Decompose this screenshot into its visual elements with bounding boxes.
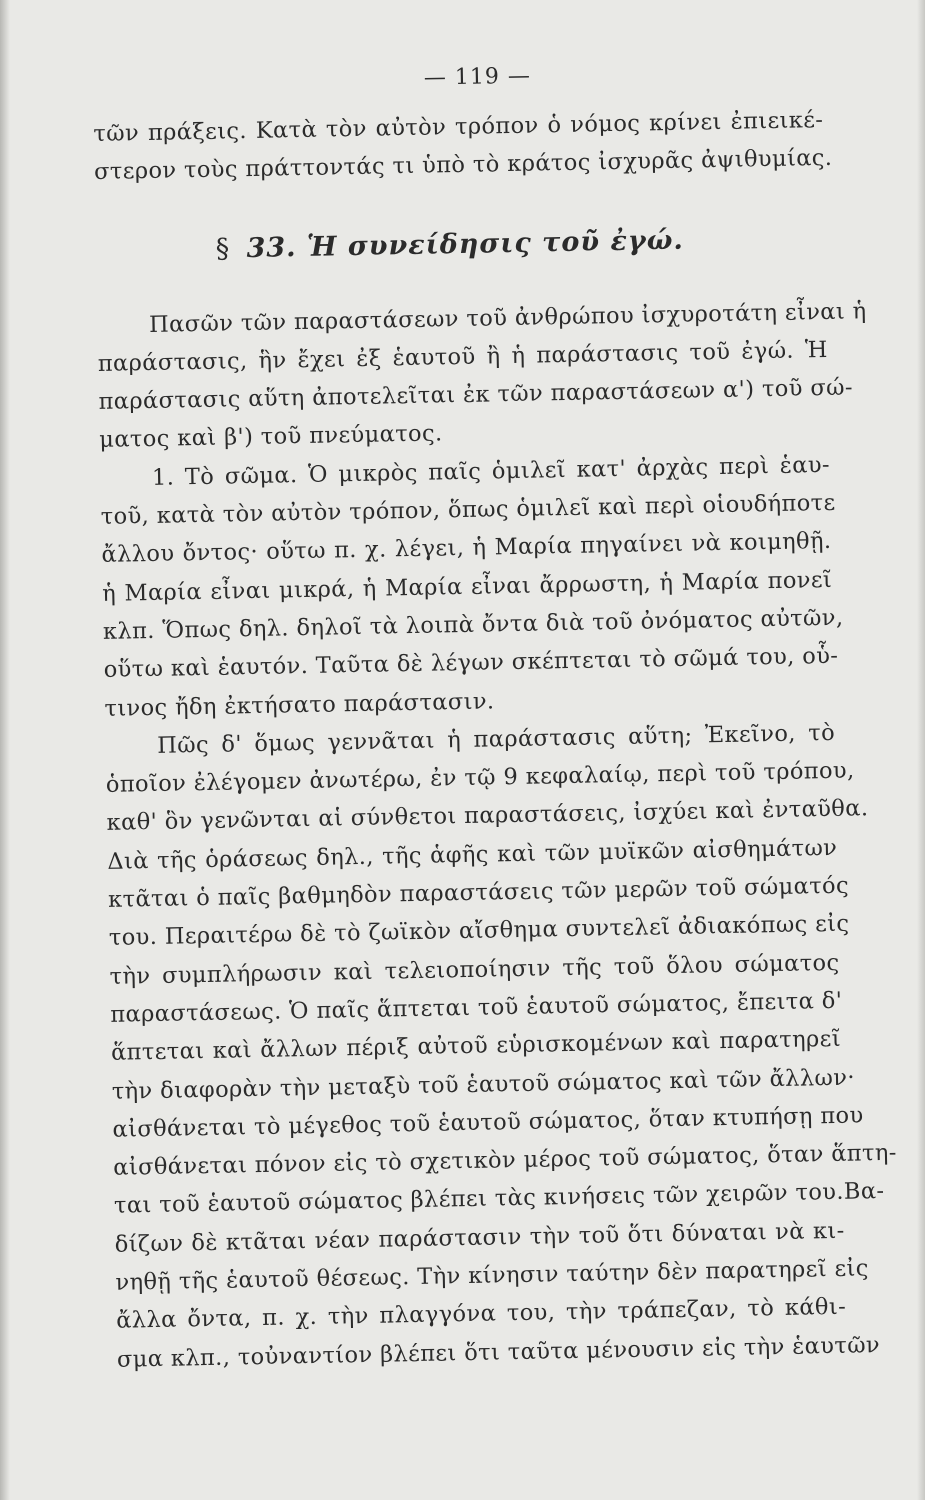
text-line: δίζων δὲ κτᾶται νέαν παράστασιν τὴν τοῦ ὅτι δύναται νὰ κι- xyxy=(114,1217,845,1258)
scan-shadow-right xyxy=(917,0,925,1500)
paragraph-3 xyxy=(105,714,897,1379)
text-line: αἰσθάνεται πόνον εἰς τὸ σχετικὸν μέρος τοῦ σώματος, ὅταν ἅπτη- xyxy=(113,1139,897,1181)
text-line: ματος καὶ β') τοῦ πνεύματος. xyxy=(99,420,443,454)
text-line: τὴν συμπλήρωσιν καὶ τελειοποίησιν τῆς τοῦ ὅλου σώματος xyxy=(109,949,840,990)
text-line: 1. Τὸ σῶμα. Ὁ μικρὸς παῖς ὁμιλεῖ κατ' ἀρχὰς περὶ ἑαυ- xyxy=(151,451,831,491)
text-line: τῶν πράξεις. Κατὰ τὸν αὐτὸν τρόπον ὁ νόμος κρίνει ἐπιεικέ- xyxy=(93,106,824,147)
section-sign: § xyxy=(215,232,231,265)
text-line: κτᾶται ὁ παῖς βαθμηδὸν παραστάσεις τῶν μερῶν τοῦ σώματός xyxy=(107,872,850,913)
text-line: καθ' ὃν γενῶνται αἱ σύνθετοι παραστάσεις, ἰσχύει καὶ ἐνταῦθα. xyxy=(106,795,869,837)
text-line: οὕτω καὶ ἑαυτόν. Ταῦτα δὲ λέγων σκέπτεται τὸ σῶμά του, οὗ- xyxy=(103,643,839,684)
scan-shadow-left xyxy=(0,0,10,1500)
text-line: παράστασις, ἣν ἔχει ἐξ ἑαυτοῦ ἢ ἡ παράστασις τοῦ ἐγώ. Ἡ xyxy=(97,336,828,377)
text-line: τὴν διαφορὰν τὴν μεταξὺ τοῦ ἑαυτοῦ σώματος καὶ τῶν ἄλλων· xyxy=(111,1064,856,1105)
text-line: παραστάσεως. Ὁ παῖς ἅπτεται τοῦ ἑαυτοῦ σώματος, ἔπειτα δ' xyxy=(110,987,843,1028)
text-line: τοῦ, κατὰ τὸν αὐτὸν τρόπον, ὅπως ὁμιλεῖ καὶ περὶ οἱουδήποτε xyxy=(100,489,836,530)
text-line: ἄλλου ὄντος· οὕτω π. χ. λέγει, ἡ Μαρία πηγαίνει νὰ κοιμηθῇ. xyxy=(101,528,832,569)
text-line: ται τοῦ ἑαυτοῦ σώματος βλέπει τὰς κινήσεις τῶν χειρῶν του.Βα- xyxy=(113,1178,885,1220)
continuation-paragraph xyxy=(93,101,833,192)
paragraph-2 xyxy=(100,446,844,728)
text-line: Πασῶν τῶν παραστάσεων τοῦ ἀνθρώπου ἰσχυροτάτη εἶναι ἡ xyxy=(148,297,867,338)
book-page xyxy=(92,46,897,1379)
text-line: κλπ. Ὅπως δηλ. δηλοῖ τὰ λοιπὰ ὄντα διὰ τοῦ ὀνόματος αὐτῶν, xyxy=(102,604,844,645)
text-line: ὁποῖον ἐλέγομεν ἀνωτέρω, ἐν τῷ 9 κεφαλαίῳ, περὶ τοῦ τρόπου, xyxy=(105,757,855,799)
text-line: νηθῇ τῆς ἑαυτοῦ θέσεως. Τὴν κίνησιν ταύτην δὲν παρατηρεῖ εἰς xyxy=(115,1255,870,1296)
text-line: σμα κλπ., τοὐναντίον βλέπει ὅτι ταῦτα μένουσιν εἰς τὴν ἑαυτῶν xyxy=(116,1331,881,1373)
text-line: στερον τοὺς πράττοντάς τι ὑπὸ τὸ κράτος ἰσχυρᾶς ἀψιθυμίας. xyxy=(93,145,833,186)
text-line: παράστασις αὕτη ἀποτελεῖται ἐκ τῶν παραστάσεων α') τοῦ σώ- xyxy=(98,374,854,416)
text-line: Διὰ τῆς ὁράσεως δηλ., τῆς ἁφῆς καὶ τῶν μυϊκῶν αἰσθημάτων xyxy=(107,834,838,875)
text-line: τινος ἤδη ἐκτήσατο παράστασιν. xyxy=(104,687,495,722)
text-line: ἄλλα ὄντα, π. χ. τὴν πλαγγόνα του, τὴν τράπεζαν, τὸ κάθι- xyxy=(115,1294,847,1335)
page-number: — 119 — xyxy=(423,63,532,91)
text-line: του. Περαιτέρω δὲ τὸ ζωϊκὸν αἴσθημα συντελεῖ ἀδιακόπως εἰς xyxy=(108,910,850,952)
text-line: ἡ Μαρία εἶναι μικρά, ἡ Μαρία εἶναι ἄρρωστη, ἡ Μαρία πονεῖ xyxy=(101,566,833,607)
text-line: αἰσθάνεται τὸ μέγεθος τοῦ ἑαυτοῦ σώματος, ὅταν κτυπήσῃ που xyxy=(112,1102,864,1143)
section-heading xyxy=(215,222,825,265)
section-title: 33. Ἡ συνείδησις τοῦ ἐγώ. xyxy=(246,224,685,264)
text-line: Πῶς δ' ὅμως γεννᾶται ἡ παράστασις αὕτη; Ἐκεῖνο, τὸ xyxy=(156,719,836,759)
text-line: ἅπτεται καὶ ἄλλων πέριξ αὐτοῦ εὑρισκομένων καὶ παρατηρεῖ xyxy=(110,1026,842,1067)
paragraph-1 xyxy=(97,293,867,460)
